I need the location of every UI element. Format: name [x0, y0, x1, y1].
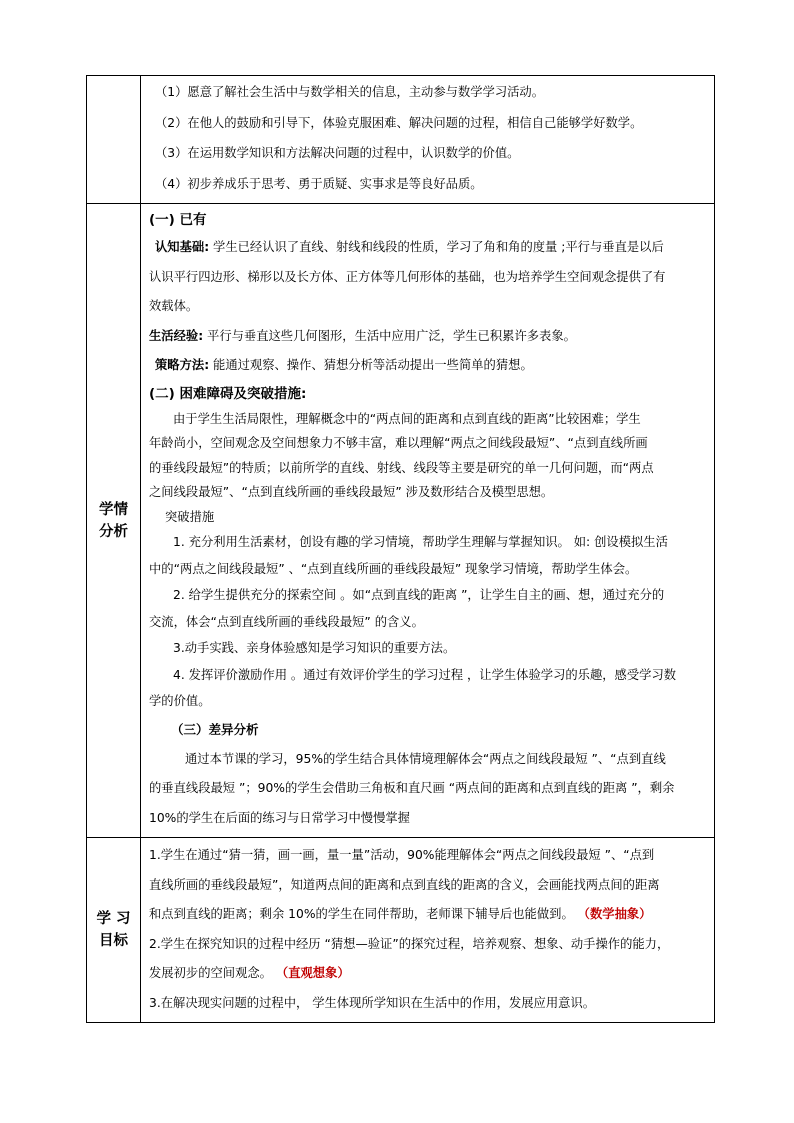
difficulty-line: 由于学生生活局限性，理解概念中的“两点间的距离和点到直线的距离”比较困难；学生 [173, 411, 641, 426]
measure-line: 中的“两点之间线段最短” 、“点到直线所画的垂线段最短” 现象学习情境，帮助学生体会。 [149, 561, 638, 576]
goal3-line: 3.在解决现实问题的过程中， 学生体现所学知识在生活中的作用，发展应用意识。 [149, 995, 596, 1010]
goal1-line: 1.学生在通过“猜一猜，画一画，量一量”活动，90%能理解体会“两点之间线段最短 ”、“点到 [149, 848, 655, 862]
goals-row [87, 838, 715, 1023]
diff-line: 通过本节课的学习，95%的学生结合具体情境理解体会“两点之间线段最短 ”、“点到直线 [185, 751, 666, 766]
goals-label-cell [87, 838, 141, 1023]
diff-line: 的垂直线段最短 ”；90%的学生会借助三角板和直尺画 “两点间的距离和点到直线的距离 ”，剩余 [149, 781, 675, 795]
strategy-text: 能通过观察、操作、猜想分析等活动提出一些简单的猜想。 [209, 358, 533, 372]
emotion-item: （2）在他人的鼓励和引导下，体验克服困难、解决问题的过程，相信自己能够学好数学。 [155, 115, 643, 130]
lesson-plan-table [86, 75, 715, 1023]
analysis-label-line1: 学情 [99, 501, 128, 518]
difficulty-line: 年龄尚小，空间观念及空间想象力不够丰富，难以理解“两点之间线段最短”、“点到直线所画 [149, 436, 648, 450]
measure-line: 交流，体会“点到直线所画的垂线段最短” 的含义。 [149, 614, 424, 629]
emotion-item: （3）在运用数学知识和方法解决问题的过程中，认识数学的价值。 [155, 146, 520, 160]
measure-line: 1. 充分利用生活素材，创设有趣的学习情境，帮助学生理解与掌握知识。 如: 创设模拟生活 [173, 535, 668, 549]
measure-line: 学的价值。 [149, 694, 211, 708]
goal2-line-2 [149, 959, 707, 989]
life-text: 平行与垂直这些几何图形，生活中应用广泛，学生已积累许多表象。 [203, 328, 576, 343]
part2-title: (二) 困难障碍及突破措施: [149, 385, 307, 402]
analysis-label-line2: 分析 [99, 523, 128, 540]
diff-line: 10%的学生在后面的练习与日常学习中慢慢掌握 [149, 810, 410, 825]
analysis-label-cell [87, 204, 141, 838]
emotion-row [87, 76, 715, 204]
cognitive-line-2: 认识平行四边形、梯形以及长方体、正方体等几何形体的基础，也为培养学生空间观念提供了有 [149, 269, 666, 284]
part3-title: （三）差异分析 [171, 721, 259, 737]
cognitive-line-3: 效载体。 [149, 299, 199, 313]
goal1-line-3 [149, 900, 707, 930]
goals-label-line2: 目标 [99, 933, 128, 949]
goal2-text: 发展初步的空间观念。 [149, 966, 272, 980]
cognitive-label: 认知基础: [155, 240, 210, 254]
goals-label-line1: 学 习 [96, 911, 131, 927]
measure-line: 2. 给学生提供充分的探索空间 。如“点到直线的距离 ”，让学生自主的画、想，通过充分的 [173, 588, 665, 602]
measures-title: 突破措施 [165, 509, 215, 524]
cognitive-text-a: 学生已经认识了直线、射线和线段的性质，学习了角和角的度量 ;平行与垂直是以后 [209, 240, 664, 254]
life-line [149, 322, 707, 352]
part1-title: (一) 已有 [149, 212, 207, 228]
goal2-line: 2.学生在探究知识的过程中经历 “猜想—验证”的探究过程，培养观察、想象、动手操作的能力， [149, 936, 670, 951]
goal1-line: 直线所画的垂线段最短”，知道两点间的距离和点到直线的距离的含义，会画能找两点间的距离 [149, 877, 660, 892]
measure-line: 4. 发挥评价激励作用 。通过有效评价学生的学习过程 ，让学生体验学习的乐趣，感受学习数 [173, 667, 677, 682]
analysis-row [87, 204, 715, 838]
goal1-tag: （数学抽象） [577, 907, 652, 921]
emotion-label-cell [87, 76, 141, 204]
emotion-item: （1）愿意了解社会生活中与数学相关的信息，主动参与数学学习活动。 [155, 85, 545, 99]
difficulty-line: 的垂线段最短”的特质；以前所学的直线、射线、线段等主要是研究的单一几何问题，而“两点 [149, 460, 654, 475]
emotion-content [141, 76, 715, 204]
difficulty-line: 之间线段最短”、“点到直线所画的垂线段最短” 涉及数形结合及模型思想。 [149, 485, 554, 499]
measure-line: 3.动手实践、亲身体验感知是学习知识的重要方法。 [173, 641, 456, 655]
goals-content [141, 838, 715, 1023]
life-label: 生活经验: [149, 328, 204, 343]
analysis-content [141, 204, 715, 838]
cognitive-line-1 [149, 233, 707, 263]
strategy-label: 策略方法: [155, 358, 210, 372]
goal2-tag: （直观想象） [275, 966, 350, 980]
emotion-item: （4）初步养成乐于思考、勇于质疑、实事求是等良好品质。 [155, 176, 483, 191]
goal1-text: 和点到直线的距离；剩余 10%的学生在同伴帮助，老师课下辅导后也能做到。 [149, 907, 574, 921]
strategy-line [149, 351, 707, 381]
